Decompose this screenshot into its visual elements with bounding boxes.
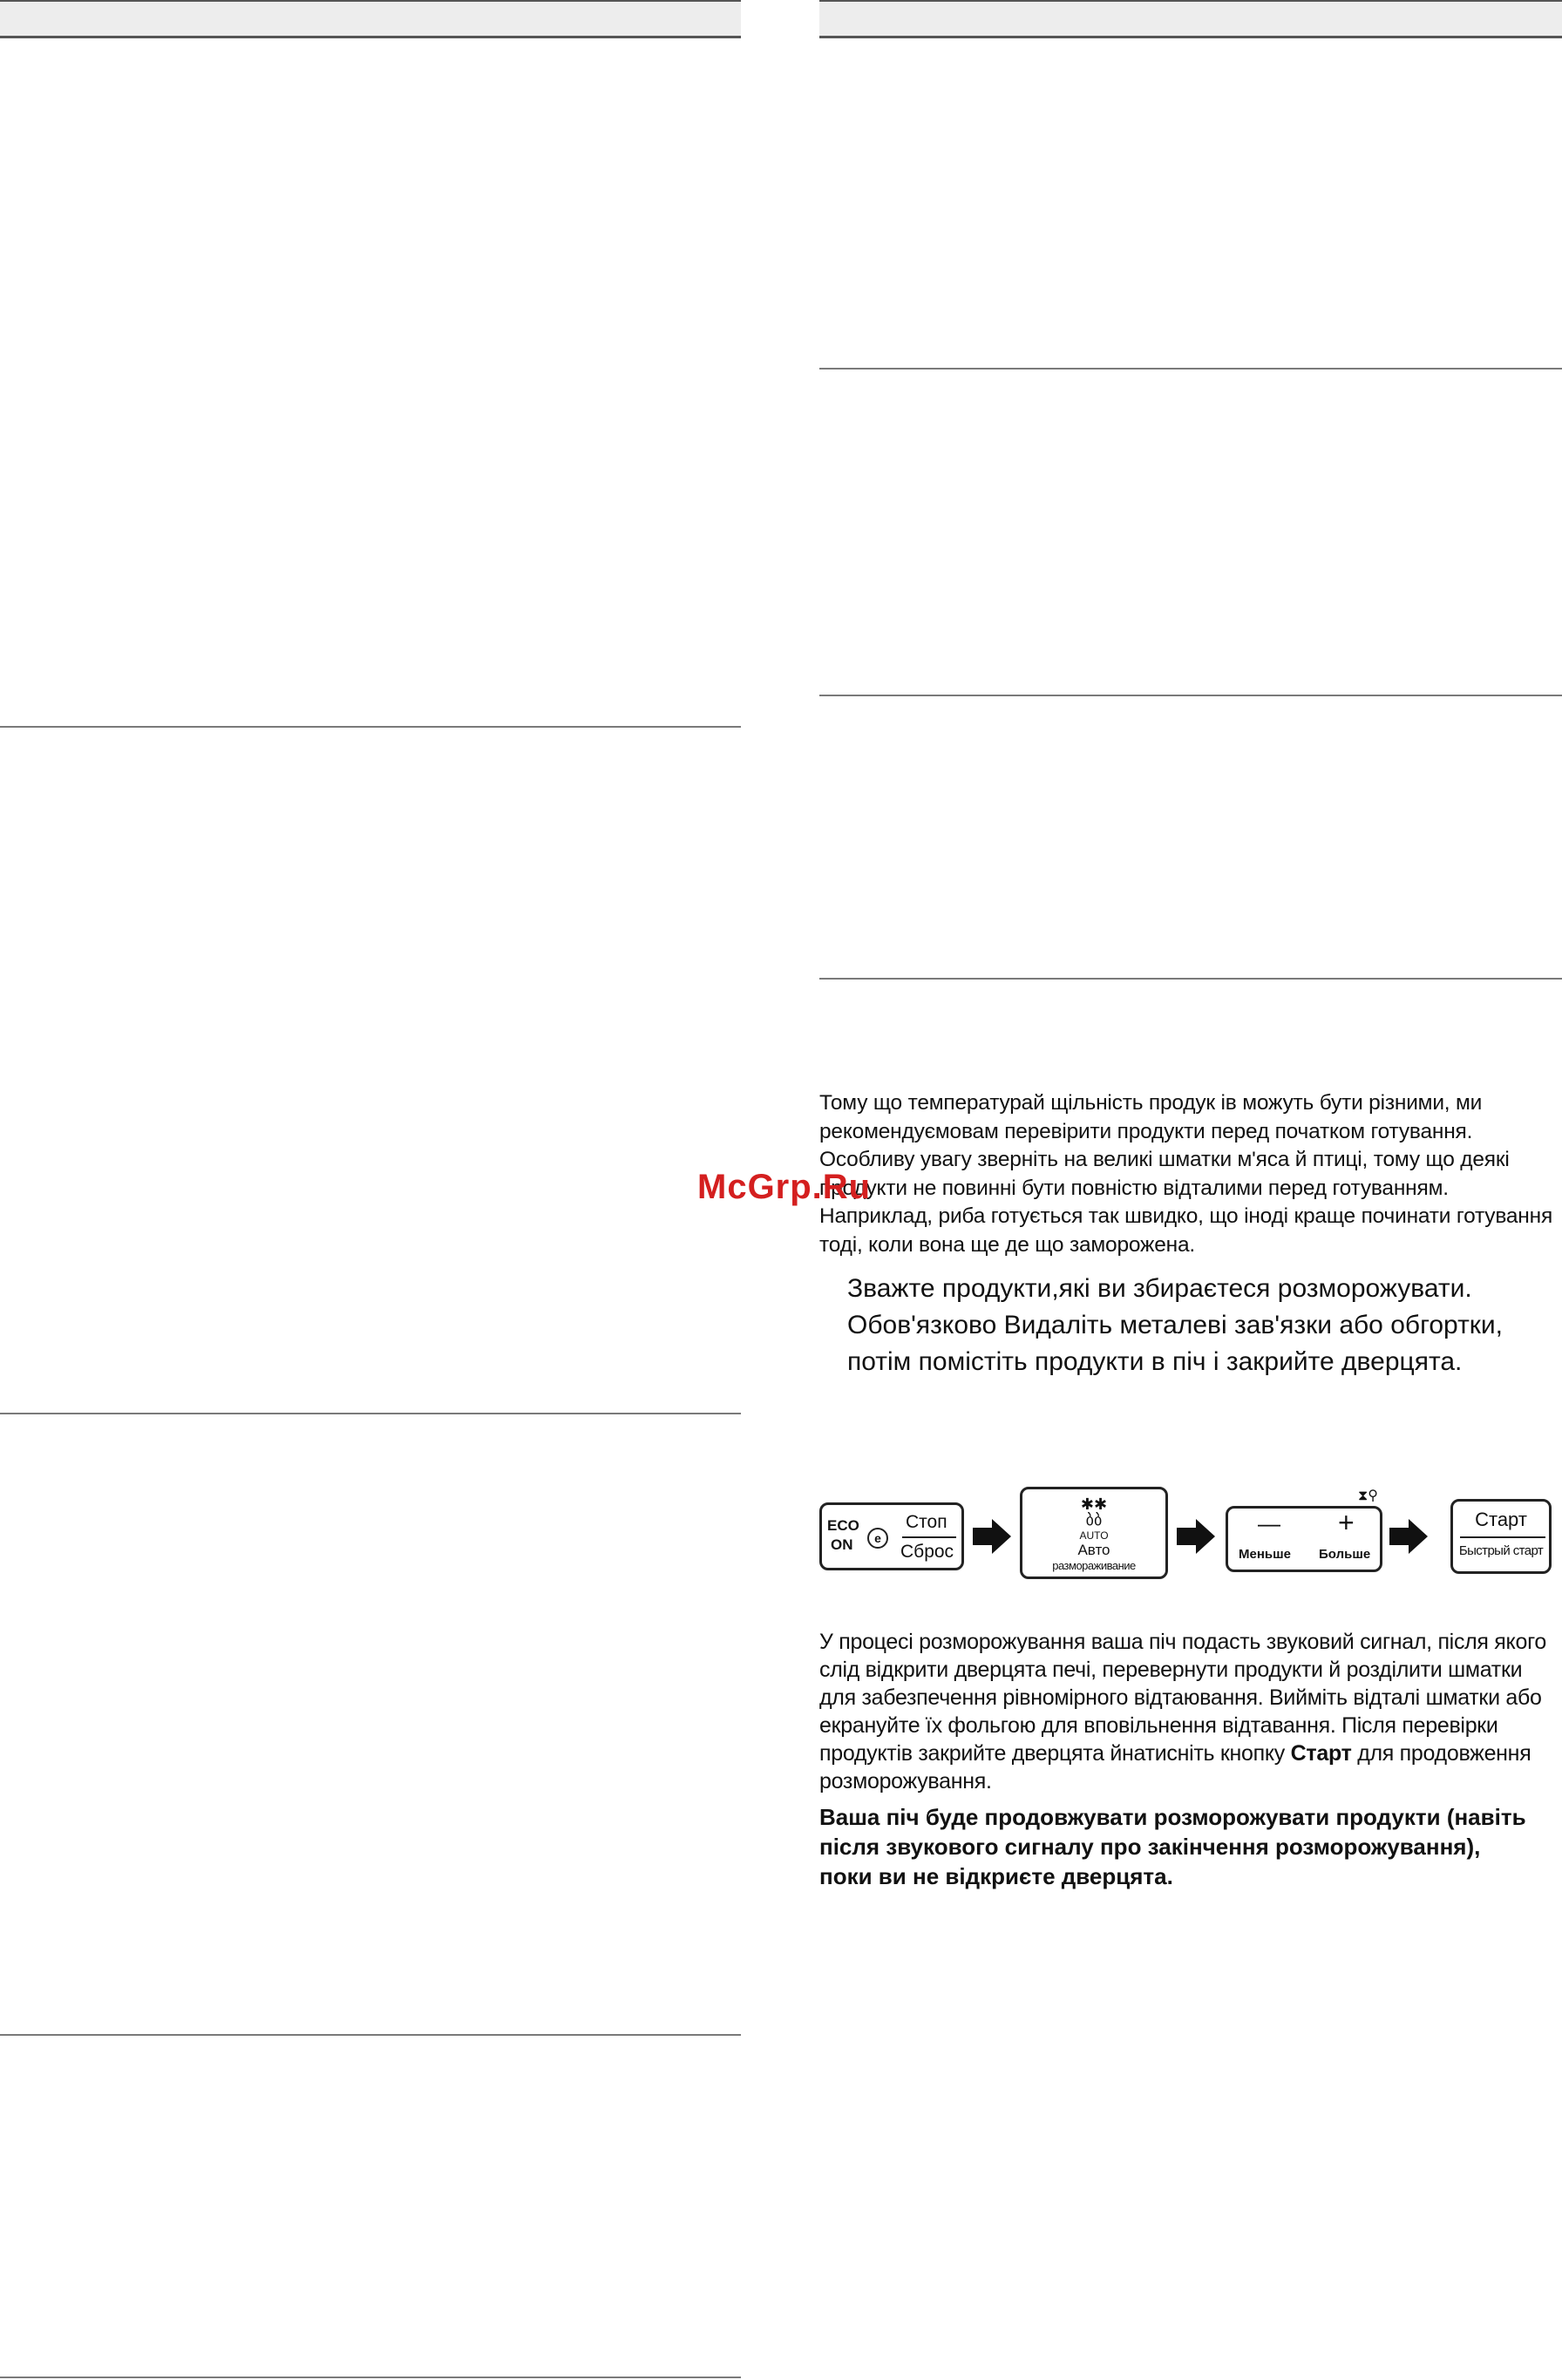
- process-text-1: У процесі розморожування ваша піч подасть звуковий сигнал, після якого слід відкрити дверцята печі, перевернути продукти й розділити шматки для забезпечення рівномірного відтаювання. Вийміть відталі шматки або екрануйте їх фольгою для вповільнення відтавання. Після перевірки продуктів закрийте дверцята йнатисніть кнопку: [819, 1630, 1546, 1766]
- right-divider-1: [819, 368, 1562, 370]
- start-label: Старт: [1475, 1509, 1527, 1530]
- snowflake-drops-icon: ✱✱ ბბ: [1080, 1495, 1108, 1529]
- defrost-auto-label: AUTO: [1079, 1529, 1109, 1542]
- more-label: Больше: [1319, 1547, 1371, 1562]
- process-start-word: Старт: [1290, 1741, 1352, 1766]
- left-divider-2: [0, 1413, 741, 1414]
- eco-stop-button[interactable]: [819, 1502, 964, 1570]
- stop-label: Стоп: [906, 1512, 947, 1532]
- left-divider-4: [0, 2377, 741, 2378]
- right-header-bar: [819, 0, 1562, 38]
- stop-reset-separator: [902, 1536, 956, 1538]
- left-header-bar: [0, 0, 741, 38]
- defrost-title-label: Авто: [1077, 1542, 1110, 1558]
- minus-symbol: —: [1258, 1510, 1280, 1536]
- step-paragraph: Зважте продукти,які ви збираєтеся розморожувати. Обов'язково Видаліть металеві зав'язки або обгортки, потім помістіть продукти в піч і закрийте дверцята.: [847, 1274, 1504, 1376]
- intro-paragraph: Тому що температурай щільність продук ів можуть бути різними, ми рекомендуємовам перевірити продукти перед початком готування. Особливу увагу зверніть на великі шматки м'яса й птиці, тому що деякі продукти не повинні бути повністю відталими перед готуванням. Наприклад, риба готується так швидко, що іноді краще починати готування тоді, коли вона ще де що заморожена.: [819, 1091, 1553, 1257]
- watermark: McGrp.Ru: [697, 1168, 872, 1206]
- right-divider-3: [819, 978, 1562, 980]
- bold-note: Ваша піч буде продовжувати розморожувати продукти (навіть після звукового сигналу про закінчення розморожування), поки ви не відкриєте дверцята.: [819, 1804, 1526, 1889]
- defrost-sub-label: размораживание: [1052, 1559, 1136, 1572]
- start-separator: [1460, 1536, 1545, 1538]
- left-divider-1: [0, 726, 741, 728]
- quick-start-label: Быстрый старт: [1458, 1543, 1544, 1558]
- arrow-right-icon: [1196, 1519, 1215, 1554]
- eco-label: ECO: [827, 1517, 859, 1534]
- control-panel-diagram: [819, 1487, 1552, 1583]
- right-divider-2: [819, 695, 1562, 696]
- arrow-right-icon: [1409, 1519, 1428, 1554]
- eco-leaf-icon: [867, 1528, 888, 1549]
- arrow-right-icon: [992, 1519, 1011, 1554]
- start-button[interactable]: [1450, 1499, 1552, 1574]
- eco-symbol: e: [874, 1531, 881, 1545]
- plus-symbol: +: [1338, 1507, 1355, 1538]
- less-label: Меньше: [1239, 1547, 1291, 1562]
- left-divider-3: [0, 2034, 741, 2036]
- hourglass-weight-icon: ⧗⚲: [1358, 1488, 1378, 1503]
- auto-defrost-button[interactable]: [1020, 1487, 1168, 1579]
- less-more-button[interactable]: [1226, 1506, 1382, 1572]
- reset-label: Сброс: [900, 1542, 954, 1562]
- process-text-2: для продовження розморожування.: [819, 1741, 1531, 1793]
- process-paragraph: [819, 1628, 1562, 1795]
- on-label: ON: [831, 1536, 853, 1553]
